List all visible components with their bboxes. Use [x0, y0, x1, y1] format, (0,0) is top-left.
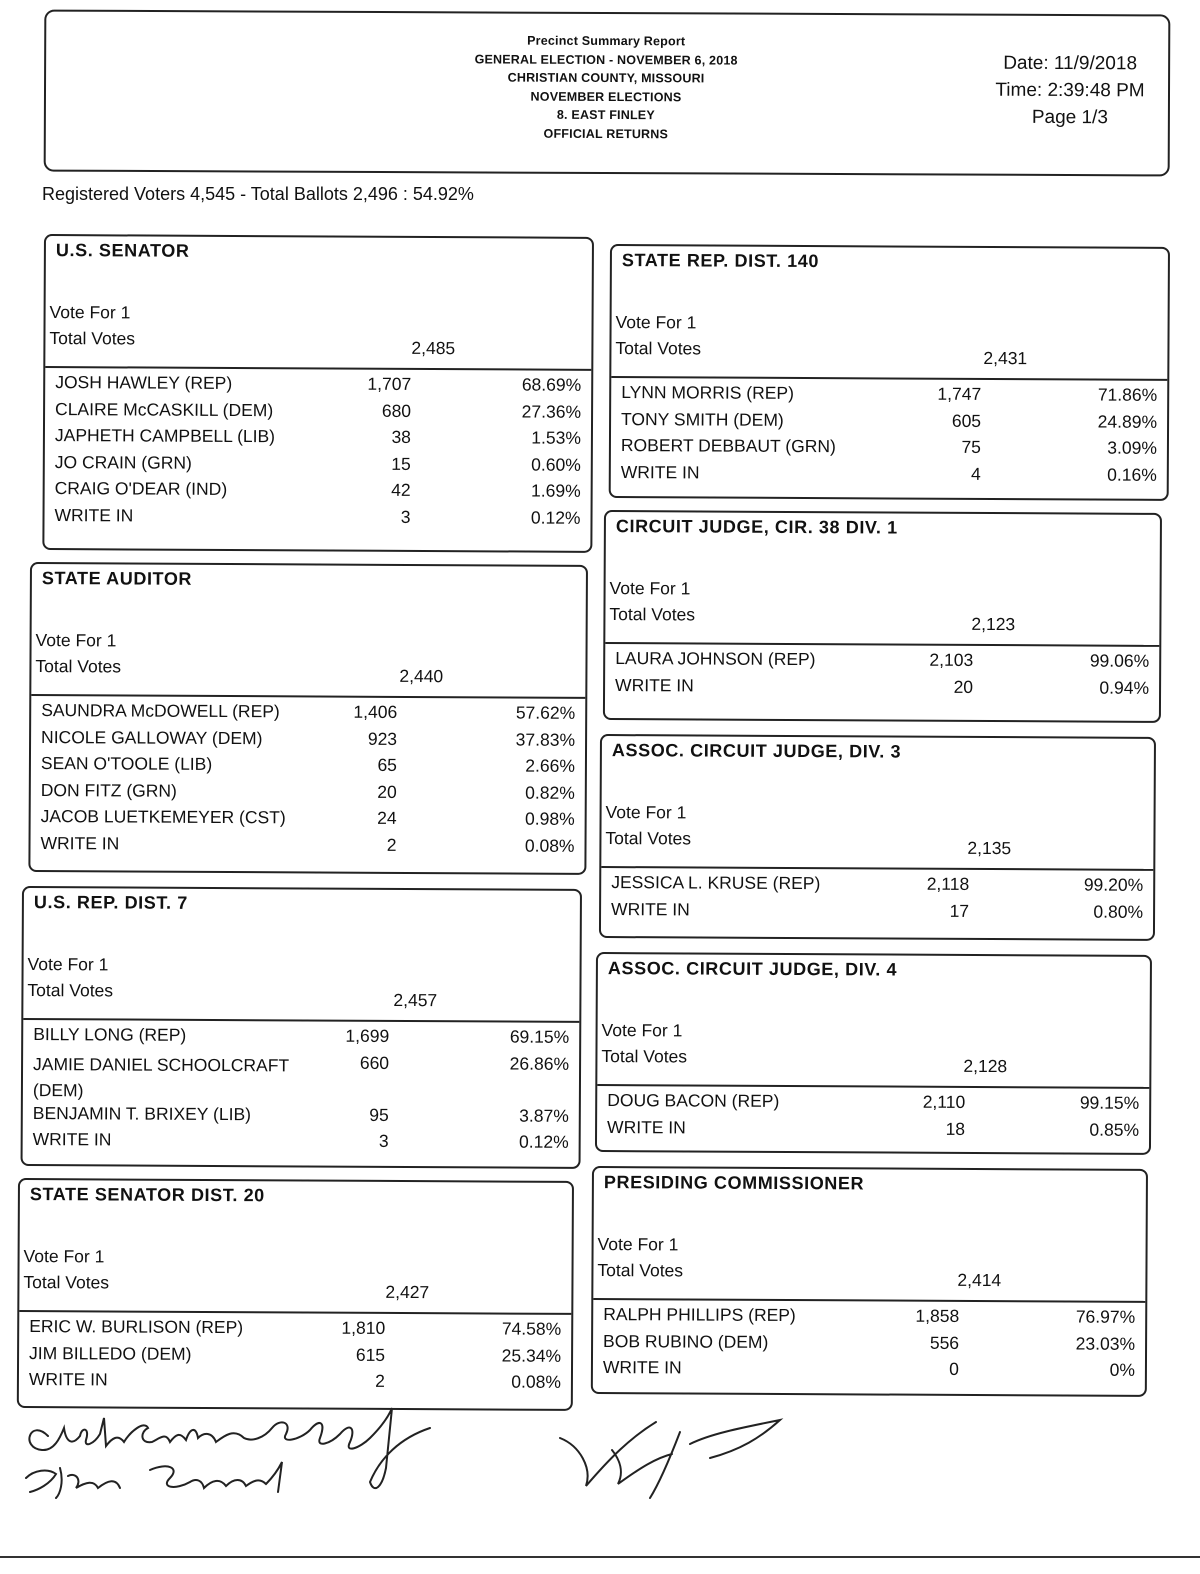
candidate-percent: 0.94% [1099, 677, 1150, 698]
candidate-percent: 0.80% [1093, 901, 1144, 922]
candidate-list [29, 1316, 563, 1398]
candidate-name: SEAN O'TOOLE (LIB) [40, 753, 213, 774]
report-date: Date: 11/9/2018 [1003, 52, 1138, 75]
candidate-percent: 99.15% [1079, 1092, 1140, 1113]
candidate-list [607, 1090, 1141, 1146]
candidate-row [29, 1343, 563, 1372]
report-header [44, 10, 1171, 177]
candidate-row [55, 478, 583, 507]
official-signatures [20, 1398, 840, 1508]
candidate-name: BENJAMIN T. BRIXEY (LIB) [32, 1102, 252, 1124]
candidate-name: WRITE IN [28, 1369, 108, 1390]
candidate-list [611, 872, 1145, 928]
candidate-votes: 75 [961, 436, 981, 457]
race-divider [601, 866, 1153, 871]
candidate-percent: 71.86% [1097, 384, 1158, 405]
total-votes-value: 2,128 [963, 1055, 1008, 1077]
candidate-votes: 38 [391, 426, 411, 447]
candidate-name: JAMIE DANIEL SCHOOLCRAFT (DEM) [32, 1053, 289, 1100]
candidate-name: RALPH PHILLIPS (REP) [603, 1304, 796, 1326]
total-votes-value: 2,431 [983, 347, 1028, 369]
vote-for-label: Vote For 1 [23, 1246, 105, 1267]
candidate-name: BOB RUBINO (DEM) [603, 1330, 769, 1352]
candidate-row [29, 1316, 563, 1345]
vote-for-label: Vote For 1 [597, 1234, 679, 1255]
candidate-row [607, 1090, 1141, 1119]
race-divider [605, 642, 1159, 647]
report-title-block [346, 31, 866, 144]
race-title: STATE AUDITOR [41, 568, 193, 589]
candidate-votes: 923 [367, 728, 398, 749]
candidate-name: CLAIRE McCASKILL (DEM) [55, 398, 274, 420]
candidate-row [41, 700, 577, 729]
total-votes-label: Total Votes [23, 1272, 110, 1293]
candidate-name: JACOB LUETKEMEYER (CST) [40, 806, 286, 828]
candidate-row [55, 452, 583, 481]
race-title: ASSOC. CIRCUIT JUDGE, DIV. 3 [611, 740, 902, 762]
total-votes-label: Total Votes [27, 980, 114, 1001]
candidate-percent: 2.66% [525, 755, 575, 776]
report-title: Precinct Summary Report [527, 33, 686, 49]
candidate-row [29, 1369, 563, 1398]
race-title: STATE REP. DIST. 140 [621, 250, 820, 272]
candidate-name: LAURA JOHNSON (REP) [615, 648, 816, 670]
candidate-percent: 1.69% [530, 480, 581, 501]
page-number: Page 1/3 [1031, 106, 1108, 129]
vote-for-label: Vote For 1 [601, 1020, 683, 1041]
candidate-name: WRITE IN [611, 898, 690, 919]
race-title: CIRCUIT JUDGE, CIR. 38 DIV. 1 [615, 516, 898, 538]
candidate-votes: 660 [359, 1052, 390, 1073]
race-title: STATE SENATOR DIST. 20 [29, 1184, 265, 1206]
candidate-percent: 3.87% [519, 1105, 569, 1126]
candidate-list [615, 648, 1151, 704]
vote-for-label: Vote For 1 [27, 954, 109, 975]
candidate-percent: 74.58% [501, 1318, 562, 1339]
election-group: NOVEMBER ELECTIONS [530, 89, 682, 104]
turnout-summary: Registered Voters 4,545 - Total Ballots 2,496 : 54.92% [42, 184, 474, 204]
signature-1 [29, 1408, 430, 1488]
total-votes-value: 2,123 [971, 613, 1016, 635]
candidate-name: WRITE IN [32, 1129, 112, 1150]
candidate-percent: 24.89% [1097, 411, 1158, 432]
race-divider [593, 1298, 1145, 1303]
candidate-votes: 42 [391, 479, 411, 500]
candidate-row [55, 372, 583, 401]
candidate-row [41, 806, 577, 835]
candidate-name: ROBERT DEBBAUT (GRN) [620, 435, 836, 457]
candidate-percent: 0.16% [1107, 464, 1157, 485]
candidate-percent: 27.36% [521, 401, 582, 422]
candidate-name: JO CRAIN (GRN) [54, 451, 192, 473]
candidate-votes: 0 [949, 1358, 959, 1379]
candidate-row [615, 675, 1151, 704]
candidate-votes: 3 [378, 1130, 389, 1151]
candidate-name: WRITE IN [615, 674, 694, 695]
candidate-votes: 20 [377, 781, 397, 802]
candidate-name: WRITE IN [54, 504, 134, 525]
race-divider [23, 1018, 579, 1023]
candidate-row [41, 780, 577, 809]
candidate-row [621, 382, 1159, 411]
race-divider [611, 376, 1167, 381]
race-box [17, 1178, 574, 1411]
candidate-votes: 2,118 [926, 873, 970, 894]
candidate-row [603, 1357, 1137, 1386]
candidate-votes: 65 [377, 754, 397, 775]
total-votes-label: Total Votes [601, 1046, 688, 1067]
candidate-name: JAPHETH CAMPBELL (LIB) [54, 425, 276, 447]
race-divider [19, 1310, 571, 1315]
race-box [42, 234, 594, 553]
candidate-percent: 0.60% [531, 454, 581, 475]
candidate-votes: 20 [953, 676, 974, 697]
candidate-row [607, 1117, 1141, 1146]
vote-for-label: Vote For 1 [609, 578, 691, 599]
candidate-percent: 76.97% [1075, 1306, 1136, 1327]
candidate-name: BILLY LONG (REP) [33, 1024, 187, 1045]
candidate-percent: 37.83% [515, 729, 576, 750]
candidate-list [33, 1024, 572, 1158]
signature-2 [26, 1462, 282, 1498]
candidate-votes: 4 [971, 463, 981, 484]
candidate-row [603, 1304, 1137, 1333]
candidate-percent: 25.34% [501, 1345, 562, 1366]
candidate-row [33, 1129, 571, 1158]
race-box [28, 562, 588, 875]
total-votes-value: 2,440 [399, 665, 444, 687]
candidate-percent: 0.98% [524, 808, 575, 829]
total-votes-label: Total Votes [609, 604, 696, 625]
candidate-percent: 0.12% [518, 1131, 569, 1152]
candidate-percent: 0.08% [511, 1371, 561, 1392]
candidate-row [611, 872, 1145, 901]
candidate-votes: 3 [400, 506, 411, 527]
candidate-name: LYNN MORRIS (REP) [621, 382, 795, 403]
candidate-row [54, 505, 582, 534]
candidate-row [33, 1051, 571, 1106]
candidate-percent: 1.53% [531, 427, 581, 448]
race-title: ASSOC. CIRCUIT JUDGE, DIV. 4 [607, 958, 898, 980]
total-votes-value: 2,485 [411, 337, 456, 359]
candidate-votes: 1,406 [353, 701, 398, 722]
race-title: U.S. REP. DIST. 7 [33, 892, 188, 913]
precinct-name: 8. EAST FINLEY [556, 107, 655, 123]
race-title: PRESIDING COMMISSIONER [603, 1172, 865, 1194]
total-votes-label: Total Votes [615, 338, 702, 359]
county-name: CHRISTIAN COUNTY, MISSOURI [507, 70, 705, 86]
candidate-votes: 24 [377, 807, 397, 828]
candidate-votes: 556 [929, 1332, 960, 1353]
signature-3 [560, 1420, 780, 1498]
total-votes-label: Total Votes [597, 1260, 684, 1281]
candidate-row [55, 425, 583, 454]
candidate-row [615, 648, 1151, 677]
candidate-row [611, 899, 1145, 928]
candidate-list [603, 1304, 1137, 1386]
candidate-row [603, 1331, 1137, 1360]
candidate-name: SAUNDRA McDOWELL (REP) [41, 700, 280, 722]
vote-for-label: Vote For 1 [35, 630, 117, 651]
candidate-percent: 0.08% [524, 835, 575, 856]
report-meta [980, 50, 1160, 132]
candidate-percent: 99.20% [1083, 874, 1144, 895]
candidate-name: WRITE IN [40, 832, 120, 853]
candidate-votes: 1,707 [367, 373, 412, 394]
candidate-votes: 605 [951, 410, 982, 431]
candidate-row [621, 435, 1159, 464]
candidate-row [40, 833, 576, 862]
candidate-percent: 0.82% [525, 782, 575, 803]
race-title: U.S. SENATOR [55, 240, 190, 261]
race-box [595, 952, 1152, 1155]
candidate-votes: 1,810 [341, 1317, 386, 1338]
candidate-name: DON FITZ (GRN) [40, 779, 177, 801]
candidate-percent: 0% [1109, 1359, 1135, 1380]
page-bottom-rule [0, 1556, 1200, 1558]
report-time: Time: 2:39:48 PM [995, 79, 1145, 102]
race-divider [597, 1084, 1149, 1089]
candidate-percent: 99.06% [1089, 650, 1150, 671]
candidate-row [33, 1024, 571, 1053]
candidate-name: NICOLE GALLOWAY (DEM) [41, 726, 263, 748]
candidate-percent: 3.09% [1107, 437, 1157, 458]
candidate-row [41, 727, 577, 756]
candidate-percent: 26.86% [509, 1053, 570, 1074]
candidate-votes: 15 [391, 453, 411, 474]
candidate-votes: 2 [386, 834, 397, 855]
total-votes-value: 2,414 [957, 1269, 1002, 1291]
candidate-row [41, 753, 577, 782]
vote-for-label: Vote For 1 [615, 312, 697, 333]
candidate-row [621, 409, 1159, 438]
total-votes-value: 2,135 [967, 837, 1012, 859]
candidate-percent: 23.03% [1075, 1333, 1136, 1354]
candidate-votes: 18 [945, 1118, 966, 1139]
candidate-name: JESSICA L. KRUSE (REP) [611, 872, 821, 894]
candidate-percent: 69.15% [509, 1026, 570, 1047]
candidate-name: ERIC W. BURLISON (REP) [29, 1316, 244, 1338]
candidate-name: CRAIG O'DEAR (IND) [54, 478, 228, 499]
candidate-votes: 2 [375, 1370, 385, 1391]
candidate-name: WRITE IN [607, 1116, 686, 1137]
candidate-row [33, 1103, 571, 1132]
total-votes-value: 2,427 [385, 1281, 430, 1303]
candidate-votes: 1,747 [937, 383, 982, 404]
race-box [591, 1166, 1148, 1397]
total-votes-label: Total Votes [605, 828, 692, 849]
candidate-votes: 2,103 [929, 649, 974, 670]
candidate-name: WRITE IN [602, 1357, 682, 1378]
candidate-percent: 57.62% [515, 702, 576, 723]
candidate-percent: 68.69% [521, 374, 582, 395]
candidate-name: JIM BILLEDO (DEM) [29, 1342, 192, 1364]
candidate-list [54, 372, 583, 534]
total-votes-label: Total Votes [35, 656, 122, 677]
total-votes-value: 2,457 [393, 989, 438, 1011]
total-votes-label: Total Votes [49, 328, 136, 349]
candidate-list [621, 382, 1160, 491]
candidate-name: DOUG BACON (REP) [607, 1090, 780, 1111]
race-divider [45, 366, 591, 371]
candidate-row [55, 399, 583, 428]
race-box [21, 886, 582, 1169]
candidate-votes: 95 [369, 1104, 389, 1125]
candidate-votes: 1,858 [915, 1305, 960, 1326]
election-name: GENERAL ELECTION - NOVEMBER 6, 2018 [474, 51, 738, 68]
candidate-votes: 17 [949, 900, 970, 921]
vote-for-label: Vote For 1 [605, 802, 687, 823]
candidate-list [40, 700, 577, 862]
candidate-votes: 680 [381, 400, 412, 421]
race-box [609, 244, 1170, 501]
candidate-percent: 0.12% [530, 507, 581, 528]
race-box [603, 510, 1162, 723]
race-divider [31, 694, 585, 699]
candidate-votes: 2,110 [922, 1091, 966, 1112]
returns-type: OFFICIAL RETURNS [543, 126, 669, 141]
candidate-votes: 1,699 [345, 1025, 390, 1046]
candidate-name: JOSH HAWLEY (REP) [55, 372, 233, 393]
candidate-name: TONY SMITH (DEM) [621, 408, 784, 430]
vote-for-label: Vote For 1 [49, 302, 131, 323]
candidate-row [621, 462, 1159, 491]
candidate-percent: 0.85% [1089, 1119, 1140, 1140]
candidate-name: WRITE IN [620, 461, 700, 482]
race-box [599, 734, 1156, 941]
candidate-votes: 615 [355, 1344, 386, 1365]
